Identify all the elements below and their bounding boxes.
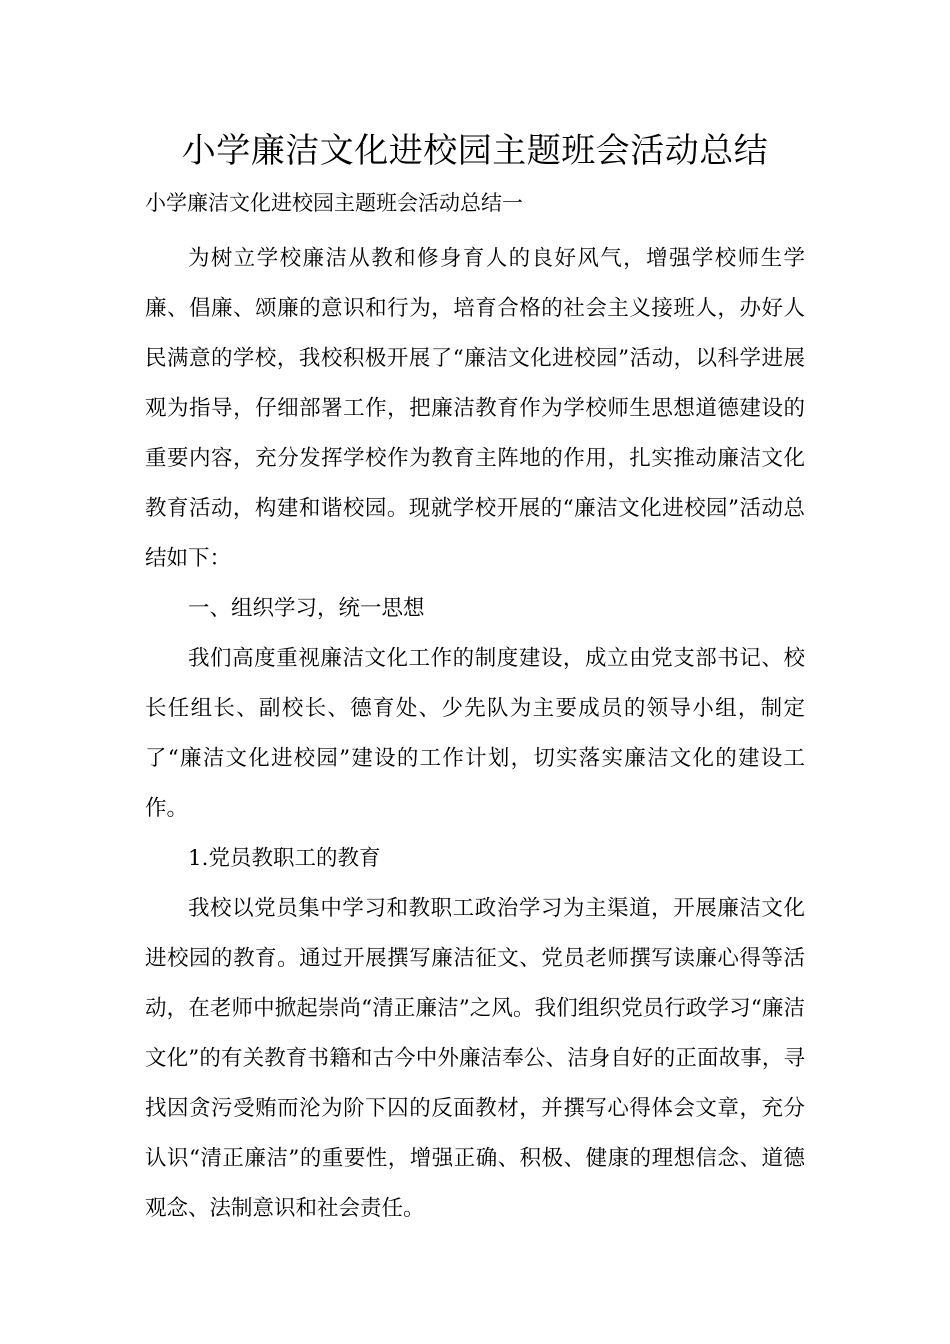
system-building-paragraph: 我们高度重视廉洁文化工作的制度建设，成立由党支部书记、校长任组长、副校长、德育处、少先队为主要成员的领导小组，制定了“廉洁文化进校园”建设的工作计划，切实落实廉洁文化的建设工作。	[145, 646, 805, 821]
document-content	[145, 122, 805, 1234]
section-heading-organize-study: 一、组织学习，统一思想	[188, 596, 425, 621]
document-body	[145, 234, 805, 1234]
staff-education-paragraph: 我校以党员集中学习和教职工政治学习为主渠道，开展廉洁文化进校园的教育。通过开展撰写廉洁征文、党员老师撰写读廉心得等活动，在老师中掀起崇尚“清正廉洁”之风。我们组织党员行政学习“廉洁文化”的有关教育书籍和古今中外廉洁奉公、洁身自好的正面故事，寻找因贪污受贿而沦为阶下囚的反面教材，并撰写心得体会文章，充分认识“清正廉洁”的重要性，增强正确、积极、健康的理想信念、道德观念、法制意识和社会责任。	[145, 896, 805, 1221]
subsection-heading-staff-education: 1.党员教职工的教育	[188, 846, 381, 871]
document-subtitle: 小学廉洁文化进校园主题班会活动总结一	[145, 191, 523, 215]
document-title: 小学廉洁文化进校园主题班会活动总结	[181, 131, 769, 171]
intro-paragraph: 为树立学校廉洁从教和修身育人的良好风气，增强学校师生学廉、倡廉、颂廉的意识和行为，培育合格的社会主义接班人，办好人民满意的学校，我校积极开展了“廉洁文化进校园”活动，以科学进展观为指导，仔细部署工作，把廉洁教育作为学校师生思想道德建设的重要内容，充分发挥学校作为教育主阵地的作用，扎实推动廉洁文化教育活动，构建和谐校园。现就学校开展的“廉洁文化进校园”活动总结如下：	[145, 246, 805, 571]
